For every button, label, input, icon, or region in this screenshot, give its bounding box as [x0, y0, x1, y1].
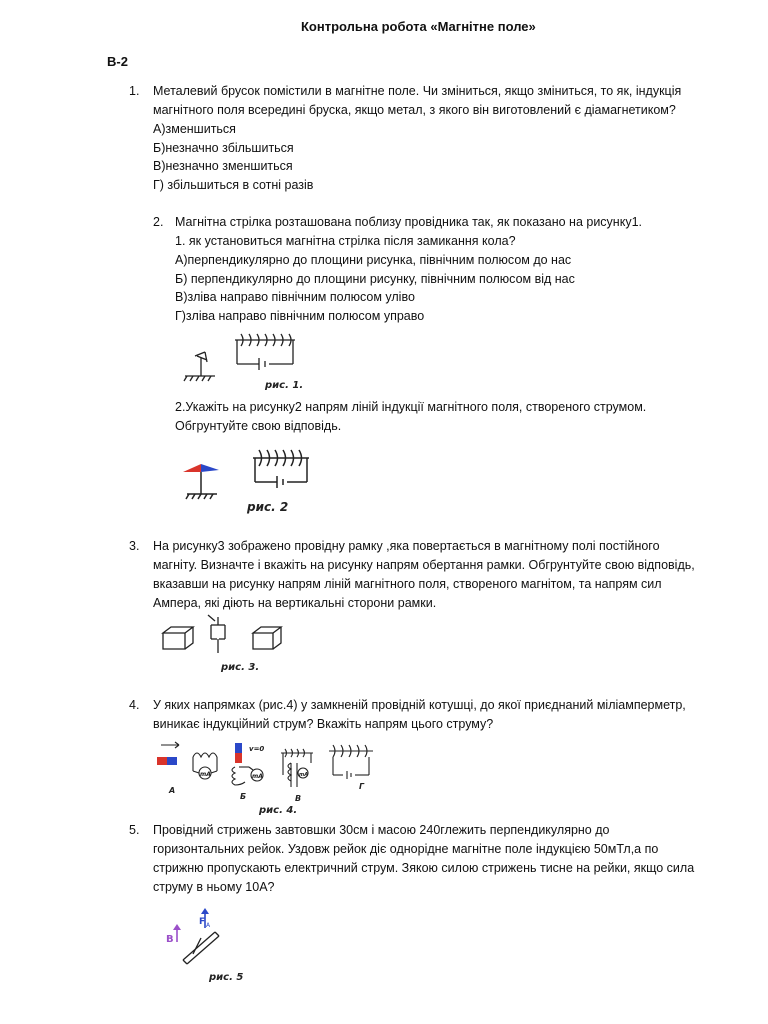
- q1-number: 1.: [129, 84, 140, 98]
- vector-f-label: F: [199, 917, 206, 927]
- variant-label: В-2: [107, 54, 128, 69]
- q2-line-2: 1. як установиться магнітна стрілка після замикання кола?: [175, 234, 516, 248]
- q3-line-4: Ампера, які діють на вертикальні сторони рамки.: [153, 596, 437, 610]
- vector-b-label: B: [166, 934, 174, 945]
- figure-5: [153, 898, 253, 990]
- q5-line-2: горизонтальних рейок. Уздовж рейок діє однорідне магнітне поле індукцією 50мТл,а по: [153, 842, 659, 856]
- fig3-label: рис. 3.: [221, 662, 260, 673]
- vector-f-subscript: A: [206, 922, 211, 929]
- q5-line-3: стрижню пропускають електричний струм. Зякою силою стрижень тисне на рейки, якщо сила: [153, 861, 695, 875]
- q3-line-3: вказавши на рисунку напрям ліній магнітного поля, створеного магнітом, та напрям сил: [153, 577, 662, 591]
- q3-number: 3.: [129, 539, 140, 553]
- figure-4: [153, 735, 383, 818]
- fig4-label-d: Г: [359, 782, 365, 791]
- q1-option-b: Б)незначно збільшиться: [153, 141, 294, 155]
- fig4b-meter: mA: [252, 773, 263, 780]
- fig4c-meter: mA: [299, 772, 309, 778]
- q5-line-4: струму в ньому 10А?: [153, 880, 275, 894]
- magnet-needle-south: [201, 464, 219, 472]
- fig1-label: рис. 1.: [265, 380, 304, 391]
- q2-option-a: А)перпендикулярно до площини рисунка, північним полюсом до нас: [175, 253, 572, 267]
- q1-option-d: Г) збільшиться в сотні разів: [153, 178, 314, 192]
- q2-option-c: В)зліва направо північним полюсом уліво: [175, 290, 415, 304]
- q4-number: 4.: [129, 698, 140, 712]
- fig4b-velocity: v=0: [249, 745, 265, 753]
- fig4-label: рис. 4.: [259, 805, 298, 816]
- q2-option-b: Б) перпендикулярно до площини рисунку, північним полюсом від нас: [175, 272, 575, 286]
- page-title: Контрольна робота «Магнітне поле»: [301, 19, 536, 34]
- q3-line-1: На рисунку3 зображено провідну рамку ,яка повертається в магнітному полі постійного: [153, 539, 660, 553]
- q1-option-a: А)зменшиться: [153, 122, 236, 136]
- fig4a-meter: mA: [200, 771, 211, 778]
- fig4-label-b: Б: [240, 792, 247, 801]
- fig4-label-c: В: [295, 794, 302, 803]
- figure-2: [175, 438, 320, 518]
- q4-line-2: виникає індукційний струм? Вкажіть напрям цього струму?: [153, 717, 494, 731]
- q2-line-1: Магнітна стрілка розташована поблизу провідника так, як показано на рисунку1.: [175, 215, 642, 229]
- q4-line-1: У яких напрямках (рис.4) у замкненій провідній котушці, до якої приєднаний міліамперметр,: [153, 698, 686, 712]
- q2-sub2-line-1: 2.Укажіть на рисунку2 напрям ліній індукції магнітного поля, створеного струмом.: [175, 400, 647, 414]
- q5-number: 5.: [129, 823, 140, 837]
- fig5-label: рис. 5: [209, 972, 244, 983]
- q2-number: 2.: [153, 215, 164, 229]
- fig4-label-a: А: [169, 786, 176, 795]
- magnet-needle-north: [183, 464, 201, 472]
- q2-option-d: Г)зліва направо північним полюсом управо: [175, 309, 425, 323]
- q3-line-2: магніту. Визначте і вкажіть на рисунку напрям обертання рамки. Обгрунтуйте свою відповідь,: [153, 558, 695, 572]
- q1-line-2: магнітного поля всередині бруска, якщо метал, з якого він виготовлений є діамагнетиком?: [153, 103, 676, 117]
- q1-option-c: В)незначно зменшиться: [153, 159, 293, 173]
- figure-1: [175, 326, 310, 396]
- q2-sub2-line-2: Обгрунтуйте свою відповідь.: [175, 419, 342, 433]
- q5-line-1: Провідний стрижень завтовшки 30см і масою 240глежить перпендикулярно до: [153, 823, 610, 837]
- fig2-label: рис. 2: [247, 500, 289, 514]
- q1-line-1: Металевий брусок помістили в магнітне поле. Чи зміниться, якщо зміниться, то як, індукція: [153, 84, 682, 98]
- figure-3: [153, 613, 293, 676]
